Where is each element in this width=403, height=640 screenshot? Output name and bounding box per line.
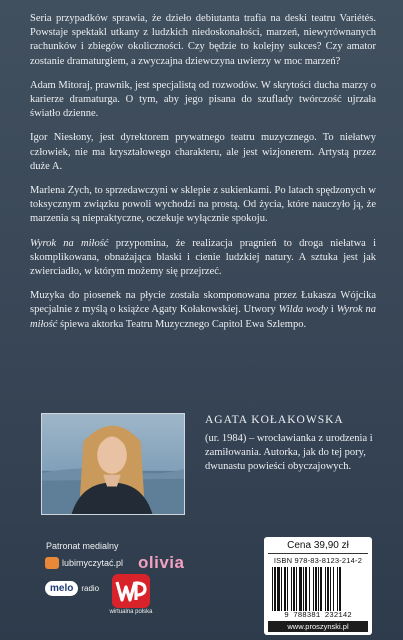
olivia-logo: olivia (138, 553, 185, 572)
blurb-paragraph-5 (30, 237, 376, 280)
author-name: AGATA KOŁAKOWSKA (205, 414, 344, 426)
barcode-number: 9 788381 232142 (284, 612, 352, 620)
blurb-paragraph-6-text-b: i (328, 304, 337, 316)
lubimyczytac-text: lubimyczytać.pl (62, 558, 124, 568)
book-title-italic: Wyrok na miłość (30, 237, 109, 249)
blurb-paragraph-6-text-c: śpiewa aktorka Teatru Muzycznego Capitol Ewa Szlempo. (57, 318, 307, 330)
price-barcode-box (264, 537, 372, 635)
wirtualna-polska-logo (106, 574, 156, 615)
price-divider (268, 553, 368, 554)
song-title-1: Wilda wody (278, 304, 329, 316)
publisher-url: www.proszynski.pl (268, 621, 368, 632)
melo-text: melo (45, 581, 78, 596)
blurb-paragraph-6-text-a: Muzyka do piosenek na płycie została skomponowana przez Łukasza Wójcika specjalnie z myślą o książce Agaty Kołakowskiej. Utwory (30, 290, 376, 316)
blurb-paragraph-1: Seria przypadków sprawia, że dzieło debiutanta trafia na deski teatru Variétés. Powstaje spektakl utkany z ludzkich niedoskonałości, marzeń, niewyrównanych rachunków i zbiegów okoliczności. Czy będzie to kolejny sukces? Czy amator zostanie dramaturgiem, a zwyczajna dziewczyna uwierzy w moc marzeń? (30, 13, 376, 67)
author-bio: (ur. 1984) – wrocławianka z urodzenia i zamiłowania. Autorka, jak do tej pory, dwunastu powieści obyczajowych. (205, 433, 373, 472)
blurb-paragraph-6 (30, 289, 376, 332)
author-info (205, 413, 385, 474)
blurb-paragraph-2: Adam Mitoraj, prawnik, jest specjalistą od rozwodów. W skrytości ducha marzy o karierze dramaturga. O tym, aby jego pisana do szuflady twórczość ujrzała światło dzienne. (30, 79, 376, 120)
price-label: Cena 39,90 zł (287, 540, 349, 551)
radio-text: radio (81, 584, 100, 593)
song-title-2: Wyrok na miłość (30, 304, 376, 330)
author-photo (41, 413, 185, 515)
blurb-paragraph-4: Marlena Zych, to sprzedawczyni w sklepie z sukienkami. Po latach spędzonych w toksycznym związku powoli wychodzi na prostą. Od życia, które nauczyło ją, że marzenia są niepraktyczne, oczekuje wyłącznie spokoju. (30, 185, 376, 225)
wp-logo-icon (112, 574, 150, 608)
isbn-text: ISBN 978-83-8123-214-2 (273, 556, 363, 565)
back-cover-blurb (30, 12, 376, 332)
wp-caption: wirtualna polska (109, 609, 153, 615)
melo-radio-logo (45, 581, 99, 596)
lubimyczytac-logo (45, 557, 123, 569)
media-patronage-label: Patronat medialny (46, 541, 119, 551)
author-portrait-illustration (42, 414, 184, 514)
blurb-paragraph-3: Igor Niesłony, jest dyrektorem prywatnego teatru muzycznego. To niełatwy człowiek, nie ma kryształowego charakteru, ale jest wizjonerem. Artystą przez duże A. (30, 132, 376, 172)
blurb-paragraph-5-text: przypomina, że realizacja pragnień to droga niełatwa i skomplikowana, obnażająca blaski i cienie ludzkiej natury. A sztuka jest jak zwierciadło, w którym możemy się przejrzeć. (30, 237, 376, 278)
book-icon (45, 557, 59, 569)
barcode-icon (272, 567, 364, 611)
